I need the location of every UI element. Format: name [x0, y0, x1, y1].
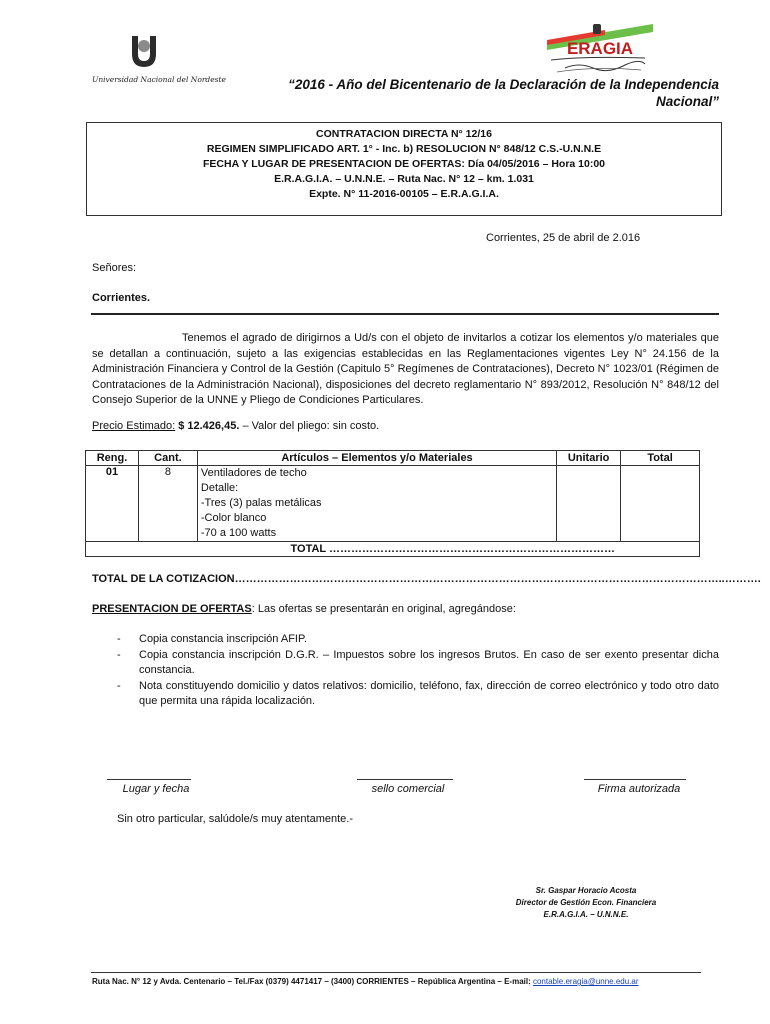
- table-total-label: TOTAL ……………………………………………………………………: [86, 542, 700, 557]
- presentacion-label: PRESENTACION DE OFERTAS: [92, 603, 252, 615]
- signature-label: Firma autorizada: [597, 783, 681, 795]
- requirements-list: [117, 632, 719, 710]
- row-total[interactable]: [621, 466, 700, 542]
- signer-block: [480, 885, 692, 921]
- university-name: Universidad Nacional del Nordeste: [92, 75, 226, 84]
- signer-title: Director de Gestión Econ. Financiera: [515, 898, 657, 907]
- presentacion-text: : Las ofertas se presentarán en original, agregándose:: [251, 603, 516, 615]
- desc-line: -Color blanco: [200, 512, 267, 524]
- price-label: Precio Estimado:: [92, 420, 176, 432]
- col-cant: Cant.: [138, 451, 197, 466]
- closing-text: Sin otro particular, salúdole/s muy atentamente.-: [117, 813, 354, 825]
- header-line-1: CONTRATACION DIRECTA N° 12/16: [316, 128, 492, 140]
- year-motto: “2016 - Año del Bicentenario de la Declaración de la Independencia Nacional”: [288, 77, 719, 109]
- header-line-3: FECHA Y LUGAR DE PRESENTACION DE OFERTAS: Día 04/05/2016 – Hora 10:00: [202, 158, 606, 170]
- divider: [91, 313, 719, 315]
- signer-name: Sr. Gaspar Horacio Acosta: [535, 886, 637, 895]
- list-item: - Nota constituyendo domicilio y datos relativos: domicilio, teléfono, fax, dirección de correo electrónico y todo otro dato que permita una rápida localización.: [117, 679, 719, 707]
- table-row: [86, 466, 700, 542]
- seal-label: sello comercial: [371, 783, 445, 795]
- desc-line: -70 a 100 watts: [200, 527, 277, 539]
- letter-date: Corrientes, 25 de abril de 2.016: [486, 232, 641, 244]
- desc-line: Ventiladores de techo: [200, 467, 307, 479]
- footer-divider: [91, 972, 701, 973]
- header-line-2: REGIMEN SIMPLIFICADO ART. 1° - Inc. b) RESOLUCION N° 848/12 C.S.-U.N.N.E: [206, 143, 602, 155]
- table-total-row: [86, 542, 700, 557]
- signature-line: [584, 779, 686, 780]
- header-line-5: Expte. N° 11-2016-00105 – E.R.A.G.I.A.: [309, 188, 499, 200]
- desc-line: Detalle:: [200, 482, 239, 494]
- price-rest: – Valor del pliego: sin costo.: [239, 420, 380, 432]
- col-reng: Reng.: [86, 451, 139, 466]
- row-reng: 01: [86, 466, 139, 542]
- row-cant: 8: [138, 466, 197, 542]
- estimated-price: [92, 420, 379, 432]
- footer-email-link[interactable]: contable.eragia@unne.edu.ar: [532, 977, 639, 986]
- items-table: [85, 450, 700, 557]
- footer-address: Ruta Nac. N° 12 y Avda. Centenario – Tel./Fax (0379) 4471417 – (3400) CORRIENTES – República Argentina – E-mail:: [92, 977, 533, 986]
- total-cotizacion: TOTAL DE LA COTIZACION……………………………………………………………………………………………………………………..……….: [92, 573, 761, 585]
- body-paragraph-text: Tenemos el agrado de dirigirnos a Ud/s con el objeto de invitarlos a cotizar los elementos y/o materiales que se detallan a continuación, sujeto a las exigencias establecidas en las Reglamentaciones vigentes Ley N° 24.156 de la Administración Financiera y Control de la Gestión (Capitulo 5° Regímenes de Contrataciones), Decreto N° 1023/01 (Régimen de Contrataciones de la Administración Nacional), disposiciones del decreto reglamentario N° 893/2012, Resolución N° 848/12 del Consejo Superior de la UNNE y Pliego de Condiciones Particulares.: [92, 332, 719, 406]
- row-description: [197, 466, 556, 542]
- procurement-header-box: [86, 122, 722, 216]
- place-date-line: [107, 779, 191, 780]
- col-articulos: Artículos – Elementos y/o Materiales: [197, 451, 556, 466]
- body-paragraph: [92, 331, 719, 409]
- col-total: Total: [621, 451, 700, 466]
- eragia-logo: [545, 20, 655, 76]
- col-unitario: Unitario: [557, 451, 621, 466]
- row-unitario[interactable]: [557, 466, 621, 542]
- eragia-logo-text: ERAGIA: [566, 39, 634, 58]
- recipient: Corrientes.: [92, 292, 151, 304]
- list-item: - Copia constancia inscripción D.G.R. – Impuestos sobre los ingresos Brutos. En caso de ser exento presentar dicha constancia.: [117, 648, 719, 676]
- footer: [92, 977, 639, 986]
- seal-line: [357, 779, 453, 780]
- header-line-4: E.R.A.G.I.A. – U.N.N.E. – Ruta Nac. N° 12 – km. 1.031: [274, 173, 534, 185]
- list-item: - Copia constancia inscripción AFIP.: [117, 633, 307, 645]
- salutation: Señores:: [92, 262, 137, 274]
- price-amount: $ 12.426,45.: [178, 420, 240, 432]
- place-date-label: Lugar y fecha: [122, 783, 190, 795]
- table-header-row: [86, 451, 700, 466]
- unne-logo: [128, 34, 160, 70]
- presentacion-ofertas: [92, 603, 516, 615]
- signer-org: E.R.A.G.I.A. – U.N.N.E.: [543, 910, 629, 919]
- desc-line: -Tres (3) palas metálicas: [200, 497, 322, 509]
